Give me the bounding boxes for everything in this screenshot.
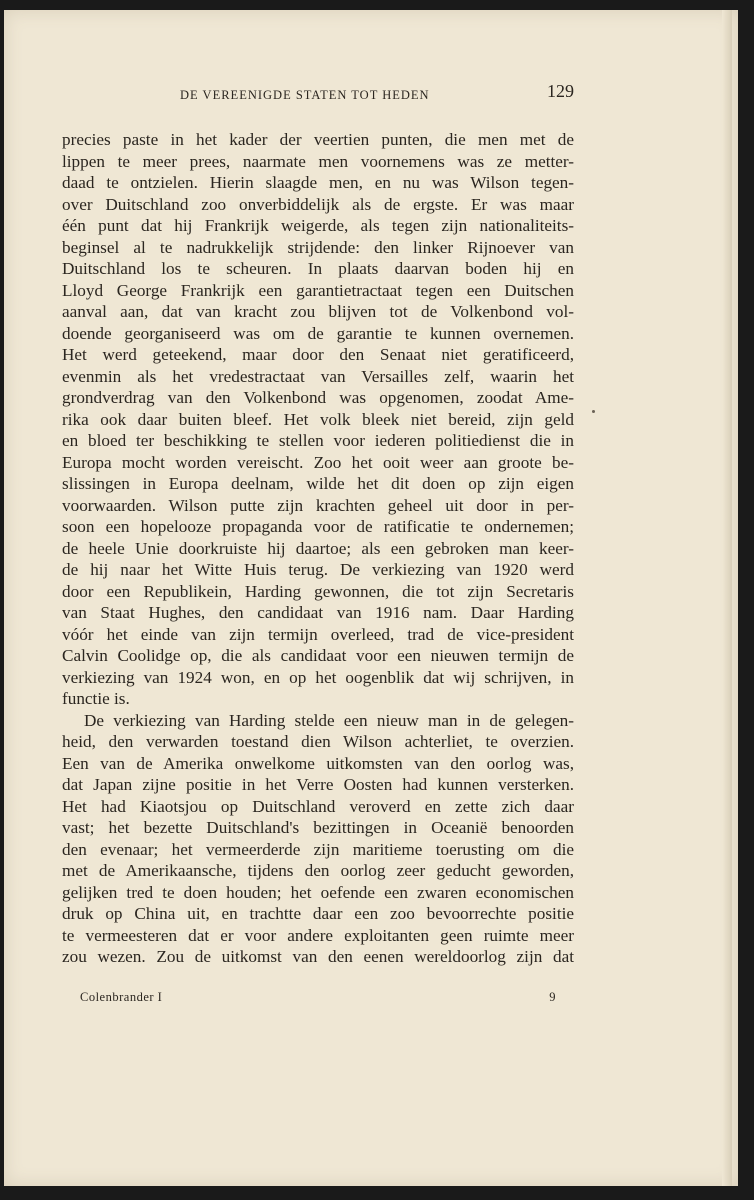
text-line: vast; het bezette Duitschland's bezittingen in Oceanië benoorden bbox=[62, 818, 574, 837]
text-line: den evenaar; het vermeerderde zijn maritieme toerusting om die bbox=[62, 839, 574, 859]
text-line: Calvin Coolidge op, die als candidaat voor een nieuwen termijn de bbox=[62, 646, 574, 665]
text-line: de heele Unie doorkruiste hij daartoe; als een gebroken man keer- bbox=[62, 538, 574, 558]
text-line: gelijken tred te doen houden; het oefende een zwaren economischen bbox=[62, 882, 574, 902]
text-line: Het had Kiaotsjou op Duitschland veroverd en zette zich daar bbox=[62, 796, 574, 816]
text-line: grondverdrag van den Volkenbond was opgenomen, zoodat Ame- bbox=[62, 388, 574, 407]
text-line: te vermeesteren dat er voor andere exploitanten geen ruimte meer bbox=[62, 925, 574, 945]
text-line: Duitschland los te scheuren. In plaats daarvan boden hij en bbox=[62, 259, 574, 278]
signature-number: 9 bbox=[549, 990, 556, 1004]
text-line: Het werd geteekend, maar door den Senaat niet geratificeerd, bbox=[62, 345, 574, 364]
text-line: precies paste in het kader der veertien punten, die men met de bbox=[62, 130, 574, 149]
text-line: dat Japan zijne positie in het Verre Oosten had kunnen versterken. bbox=[62, 775, 574, 794]
text-line: verkiezing van 1924 won, en op het oogenblik dat wij schrijven, in bbox=[62, 667, 574, 687]
text-line: van Staat Hughes, den candidaat van 1916 nam. Daar Harding bbox=[62, 603, 574, 622]
body-text bbox=[62, 129, 574, 968]
text-line: slissingen in Europa deelnam, wilde het dit doen op zijn eigen bbox=[62, 474, 574, 493]
text-line: en bloed ter beschikking te stellen voor iederen politiedienst die in bbox=[62, 431, 574, 450]
text-line: daad te ontzielen. Hierin slaagde men, en nu was Wilson tegen- bbox=[62, 173, 574, 192]
text-line: vóór het einde van zijn termijn overleed, trad de vice-president bbox=[62, 624, 574, 644]
running-head bbox=[62, 81, 574, 105]
text-line: heid, den verwarden toestand dien Wilson achterliet, te overzien. bbox=[62, 732, 574, 751]
text-line: De verkiezing van Harding stelde een nieuw man in de gelegen- bbox=[84, 710, 574, 730]
text-line: door een Republikein, Harding gewonnen, die tot zijn Secretaris bbox=[62, 581, 574, 601]
text-line: functie is. bbox=[62, 689, 130, 708]
text-line: beginsel al te nadrukkelijk strijdende: den linker Rijnoever van bbox=[62, 237, 574, 257]
paper-speck bbox=[592, 410, 595, 413]
text-line: evenmin als het vredestractaat van Versailles zelf, waarin het bbox=[62, 366, 574, 386]
text-line: lippen te meer prees, naarmate men voornemens was ze metter- bbox=[62, 151, 574, 171]
page-edge-shading bbox=[722, 10, 732, 1186]
text-line: soon een hopelooze propaganda voor de ratificatie te ondernemen; bbox=[62, 517, 574, 536]
text-line: met de Amerikaansche, tijdens den oorlog zeer geducht geworden, bbox=[62, 861, 574, 880]
text-line: zou wezen. Zou de uitkomst van den eenen wereldoorlog zijn dat bbox=[62, 947, 574, 966]
running-title: DE VEREENIGDE STATEN TOT HEDEN bbox=[180, 88, 430, 102]
text-line: Europa mocht worden vereischt. Zoo het ooit weer aan groote be- bbox=[62, 452, 574, 472]
signature-mark: Colenbrander I bbox=[80, 990, 163, 1004]
text-line: doende georganiseerd was om de garantie te kunnen overnemen. bbox=[62, 323, 574, 343]
text-line: aanval aan, dat van kracht zou blijven tot de Volkenbond vol- bbox=[62, 302, 574, 321]
text-line: rika ook daar buiten bleef. Het volk bleek niet bereid, zijn geld bbox=[62, 409, 574, 429]
text-line: over Duitschland zoo onverbiddelijk als de ergste. Er was maar bbox=[62, 194, 574, 214]
text-line: Lloyd George Frankrijk een garantietractaat tegen een Duitschen bbox=[62, 280, 574, 300]
page-number: 129 bbox=[547, 81, 574, 101]
text-line: voorwaarden. Wilson putte zijn krachten geheel uit door in per- bbox=[62, 495, 574, 515]
text-line: druk op China uit, en trachtte daar een zoo bevoorrechte positie bbox=[62, 904, 574, 923]
text-line: één punt dat hij Frankrijk weigerde, als tegen zijn nationaliteits- bbox=[62, 216, 574, 235]
text-line: Een van de Amerika onwelkome uitkomsten van den oorlog was, bbox=[62, 753, 574, 773]
text-line: de hij naar het Witte Huis terug. De verkiezing van 1920 werd bbox=[62, 560, 574, 579]
